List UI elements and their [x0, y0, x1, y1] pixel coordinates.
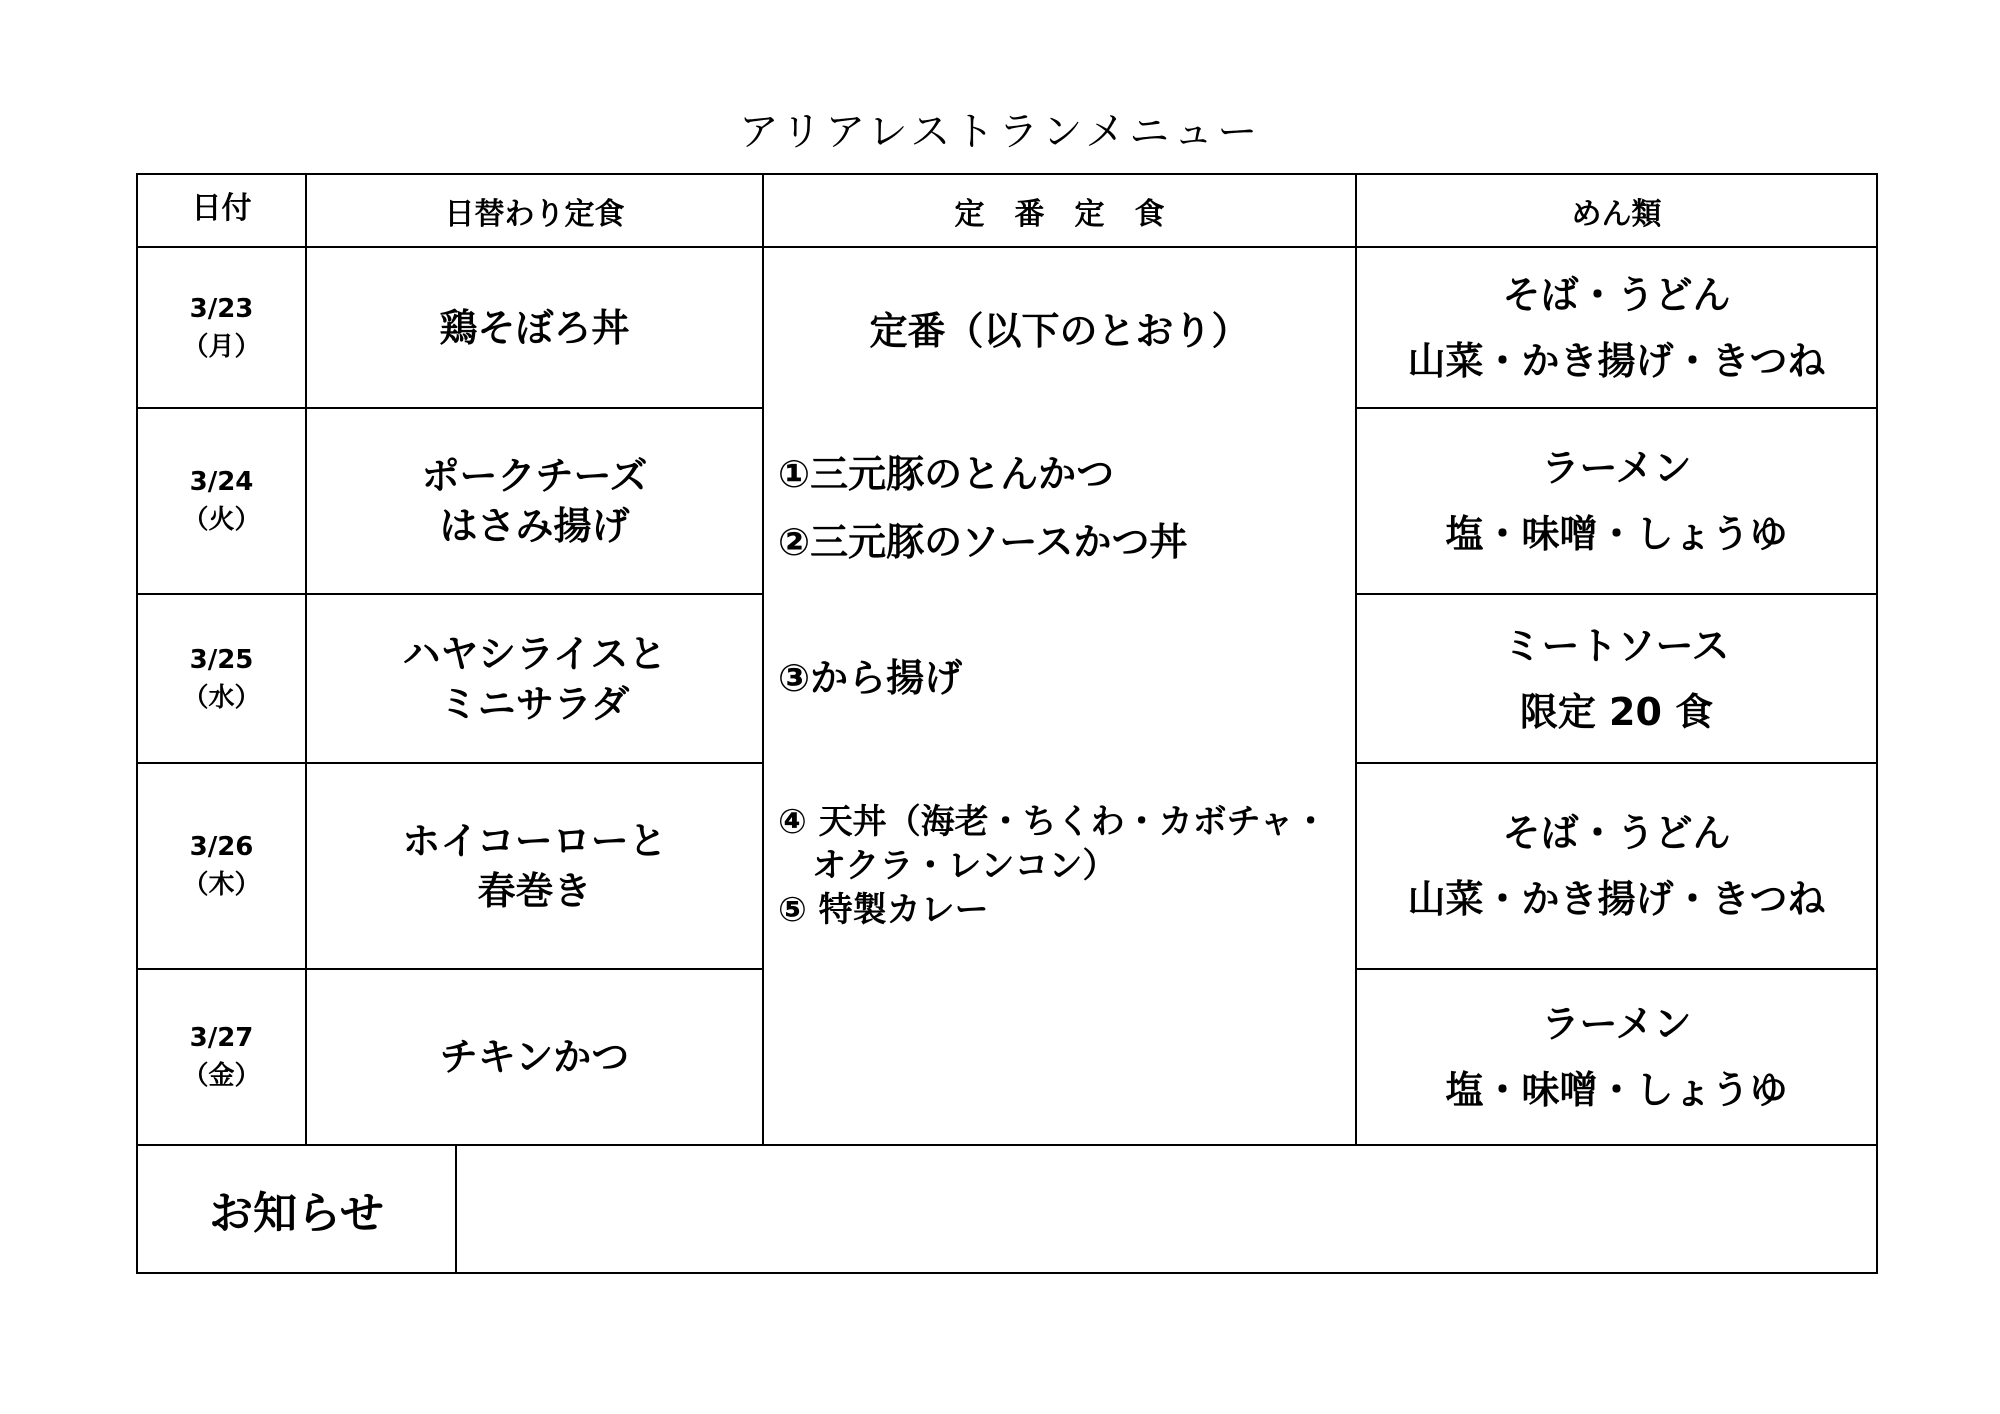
daily-line: ポークチーズ [421, 454, 648, 498]
regular-item-3: ③から揚げ [778, 656, 963, 700]
header-noodles-label: めん類 [1571, 196, 1662, 232]
regular-item-4-cont: オクラ・レンコン） [778, 846, 1117, 886]
noodle-options: 限定 20 食 [1519, 689, 1714, 734]
date-text: 3/23 [189, 293, 254, 324]
date-cell-4 [138, 970, 305, 1144]
noodle-options: 山菜・かき揚げ・きつね [1407, 877, 1826, 921]
weekday-text: （火） [182, 505, 261, 535]
noodle-cell-4 [1357, 970, 1876, 1144]
header-regular [764, 175, 1355, 246]
weekday-text: （月） [182, 331, 261, 362]
daily-line: 鶏そぼろ丼 [439, 305, 630, 350]
noodle-cell-1 [1357, 409, 1876, 593]
date-cell-3 [138, 764, 305, 968]
weekday-text: （金） [182, 1061, 261, 1091]
header-daily-label: 日替わり定食 [444, 196, 625, 232]
regular-item-5: ⑤ 特製カレー [778, 890, 989, 930]
page-title: アリアレストランメニュー [738, 109, 1262, 155]
daily-line: ホイコーローと [402, 819, 667, 863]
noodle-cell-0 [1357, 248, 1876, 407]
regular-heading-cell [764, 248, 1355, 407]
notice-content-cell [457, 1146, 1876, 1272]
noodle-options: 山菜・かき揚げ・きつね [1407, 338, 1826, 383]
noodle-cell-3 [1357, 764, 1876, 968]
daily-line: チキンかつ [439, 1035, 630, 1079]
header-regular-label: 定 番 定 食 [954, 196, 1165, 232]
noodle-type: ミートソース [1503, 623, 1730, 668]
notice-label-cell [138, 1146, 455, 1272]
date-cell-0 [138, 248, 305, 407]
date-text: 3/27 [189, 1023, 254, 1053]
daily-line: ハヤシライスと [402, 631, 667, 676]
header-noodles [1357, 175, 1876, 246]
daily-cell-4 [307, 970, 762, 1144]
weekday-text: （木） [182, 870, 261, 900]
date-text: 3/25 [189, 644, 254, 675]
notice-label: お知らせ [209, 1188, 384, 1239]
weekday-text: （水） [182, 682, 261, 713]
daily-cell-3 [307, 764, 762, 968]
daily-line: はさみ揚げ [439, 504, 630, 548]
date-text: 3/24 [189, 467, 254, 497]
date-cell-1 [138, 409, 305, 593]
regular-item-2: ②三元豚のソースかつ丼 [778, 520, 1188, 564]
regular-item-4: ④ 天丼（海老・ちくわ・カボチャ・ [778, 802, 1328, 842]
noodle-type: そば・うどん [1502, 811, 1731, 855]
regular-item-1: ①三元豚のとんかつ [778, 452, 1115, 496]
header-date-label: 日付 [191, 191, 252, 226]
date-cell-2 [138, 595, 305, 762]
noodle-options: 塩・味噌・しょうゆ [1445, 1068, 1788, 1112]
daily-cell-0 [307, 248, 762, 407]
noodle-options: 塩・味噌・しょうゆ [1445, 512, 1788, 556]
daily-cell-1 [307, 409, 762, 593]
header-date [138, 175, 305, 246]
noodle-type: そば・うどん [1502, 272, 1731, 317]
noodle-type: ラーメン [1541, 446, 1692, 490]
noodle-cell-2 [1357, 595, 1876, 762]
header-daily [307, 175, 762, 246]
daily-line: 春巻き [477, 869, 592, 913]
date-text: 3/26 [189, 832, 254, 862]
noodle-type: ラーメン [1541, 1002, 1692, 1046]
regular-heading: 定番（以下のとおり） [869, 309, 1250, 353]
daily-cell-2 [307, 595, 762, 762]
daily-line: ミニサラダ [439, 681, 630, 726]
